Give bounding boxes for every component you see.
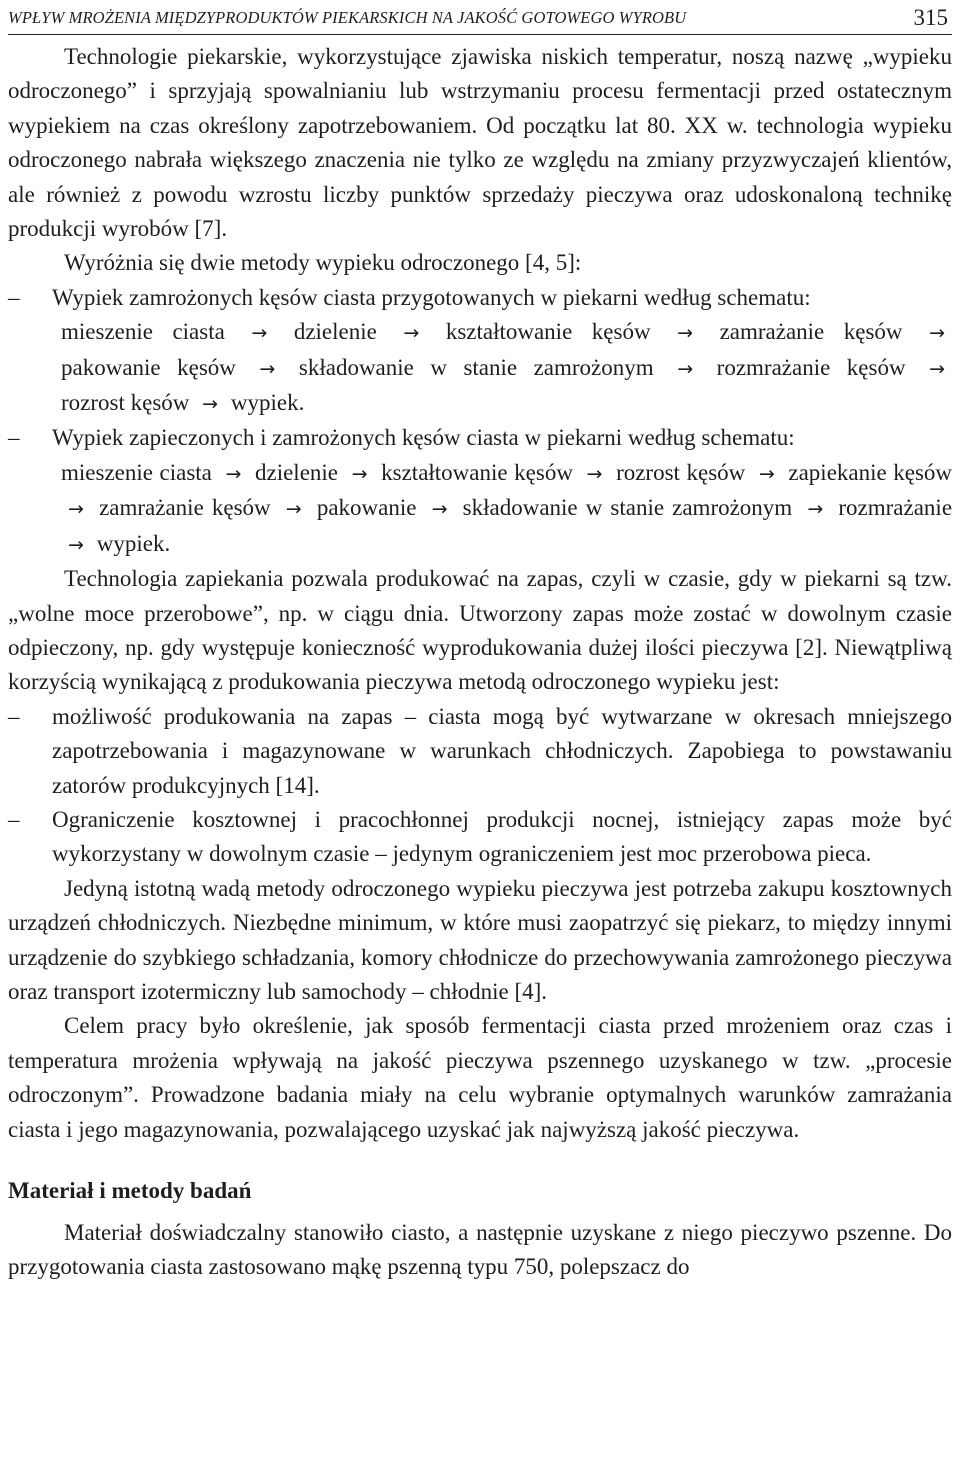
scheme-step: rozrost kęsów [616,459,746,485]
scheme-step: składowanie w stanie zamrożonym [298,354,654,380]
arrow-icon: → [677,357,694,380]
arrow-icon: → [403,322,420,345]
arrow-icon: → [677,322,694,345]
benefit-text: Ograniczenie kosztownej i pracochłonnej produkcji nocnej, istniejący zapas może być wykorzystany w dowolnym czasie – jedynym ograniczeniem jest moc przerobowa pieca. [52,806,952,867]
arrow-icon: → [807,498,824,521]
method-item [8,281,952,315]
page-header [8,0,952,35]
arrow-icon: → [351,462,368,485]
arrow-icon: → [929,357,946,380]
scheme-step: mieszenie ciasta [61,459,212,485]
benefit-item [8,803,952,872]
method-intro: Wypiek zapieczonych i zamrożonych kęsów ciasta w piekarni według schematu: [52,425,795,451]
scheme-step: rozmrażanie kęsów [716,354,906,380]
arrow-icon: → [202,393,219,416]
method-scheme [61,315,952,421]
scheme-step: kształtowanie kęsów [445,319,651,345]
scheme-step: dzielenie [255,459,339,485]
scheme-step: zamrażanie kęsów [99,495,271,521]
method-scheme [61,456,952,562]
section-heading: Materiał i metody badań [8,1178,252,1203]
scheme-step: dzielenie [293,319,377,345]
arrow-icon: → [285,498,302,521]
arrow-icon: → [68,533,84,556]
paragraph-material: Materiał doświadczalny stanowiło ciasto, a następnie uzyskane z niego pieczywo pszenne. Do przygotowania ciasta zastosowano mąkę pszenną typu 750, polepszacz do [8,1220,952,1280]
scheme-step: wypiek. [96,530,171,556]
scheme-step: pakowanie [316,495,417,521]
method-intro: Wypiek zamrożonych kęsów ciasta przygotowanych w piekarni według schematu: [52,284,811,310]
arrow-icon: → [68,498,84,521]
page-number: 315 [913,5,948,30]
article-body [8,40,952,1285]
scheme-step: wypiek. [230,390,305,416]
arrow-icon: → [586,462,603,485]
paragraph-disadvantage: Jedyną istotną wadą metody odroczonego wypieku pieczywa jest potrzeba zakupu kosztownych urządzeń chłodniczych. Niezbędne minimum, w które musi zaopatrzyć się piekarz, to między innymi urządzenie do szybkiego schładzania, komory chłodnicze do przechowywania zamrożonego pieczywa oraz transport izotermiczny lub samochody – chłodnie [4]. [8,875,952,1004]
scheme-step: zamrażanie kęsów [719,319,903,345]
dash-bullet: – [8,284,20,310]
scheme-step: mieszenie ciasta [61,319,225,345]
scheme-step: składowanie w stanie zamrożonym [462,495,793,521]
paragraph-advantages: Technologia zapiekania pozwala produkować na zapas, czyli w czasie, gdy w piekarni są tzw. „wolne moce przerobowe”, np. w ciągu dnia. Utworzony zapas może zostać w dowolnym czasie odpieczony, np. gdy występuje konieczność wyprodukowania dużej ilości pieczywa [2]. Niewątpliwą korzyścią wynikającą z produkowania pieczywa metodą odroczonego wypieku jest: [8,566,952,695]
scheme-step: rozrost kęsów [61,390,190,416]
paragraph-aim: Celem pracy było określenie, jak sposób fermentacji ciasta przed mrożeniem oraz czas i temperatura mrożenia wpływają na jakość pieczywa pszennego uzyskanego w tzw. „procesie odroczonym”. Prowadzone badania miały na celu wybranie optymalnych warunków zamrażania ciasta i jego magazynowania, pozwalającego uzyskać jak najwyższą jakość pieczywa. [8,1013,952,1142]
dash-bullet: – [8,806,20,832]
paragraph-intro: Technologie piekarskie, wykorzystujące zjawiska niskich temperatur, noszą nazwę „wypieku odroczonego” i sprzyjają spowalnianiu lub wstrzymaniu procesu fermentacji przed ostatecznym wypiekiem na czas określony zapotrzebowaniem. Od początku lat 80. XX w. technologia wypieku odroczonego nabrała większego znaczenia nie tylko ze względu na zmiany przyzwyczajeń klientów, ale również z powodu wzrostu liczby punktów sprzedaży pieczywa oraz udoskonaloną technikę produkcji wyrobów [7]. [8,44,952,242]
arrow-icon: → [251,322,268,345]
running-title: WPŁYW MROŻENIA MIĘDZYPRODUKTÓW PIEKARSKICH NA JAKOŚĆ GOTOWEGO WYROBU [8,8,687,27]
dash-bullet: – [8,703,20,729]
arrow-icon: → [758,462,775,485]
scheme-step: zapiekanie kęsów [788,459,953,485]
arrow-icon: → [431,498,448,521]
scheme-step: rozmrażanie [838,495,953,521]
scheme-step: pakowanie kęsów [61,354,236,380]
arrow-icon: → [929,322,945,345]
method-item [8,421,952,455]
benefit-item [8,700,952,803]
scheme-step: kształtowanie kęsów [381,459,573,485]
arrow-icon: → [225,462,242,485]
dash-bullet: – [8,425,20,451]
paragraph-methods-lead: Wyróżnia się dwie metody wypieku odroczonego [4, 5]: [64,250,582,276]
arrow-icon: → [259,357,276,380]
benefit-text: możliwość produkowania na zapas – ciasta mogą być wytwarzane w okresach mniejszego zapotrzebowania i magazynowane w warunkach chłodniczych. Zapobiega to powstawaniu zatorów produkcyjnych [14]. [52,703,952,798]
